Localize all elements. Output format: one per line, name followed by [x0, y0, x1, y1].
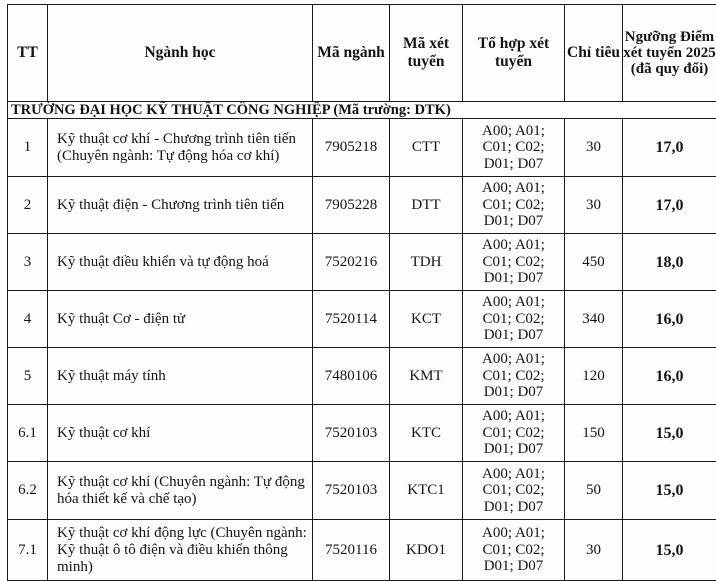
school-section-row	[8, 102, 716, 119]
cell-threshold-score: 17,0	[623, 177, 716, 234]
cell-subject-combo	[463, 119, 565, 177]
cell-major: Kỹ thuật điều khiển và tự động hoá	[48, 234, 313, 291]
cell-major: Kỹ thuật cơ khí - Chương trình tiên tiến (Chuyên ngành: Tự động hóa cơ khí)	[48, 119, 313, 177]
cell-subject-combo	[463, 405, 565, 462]
cell-admission-code: CTT	[390, 119, 463, 177]
cell-quota: 340	[565, 291, 623, 348]
cell-tt: 6.2	[8, 462, 48, 520]
cell-admission-code: KDO1	[390, 520, 463, 581]
cell-tt: 1	[8, 119, 48, 177]
combo-line: A00; A01;	[463, 466, 564, 483]
header-admission-code: Mã xét tuyển	[390, 5, 463, 102]
cell-major-code: 7520216	[313, 234, 390, 291]
cell-major-code: 7480106	[313, 348, 390, 405]
cell-subject-combo	[463, 520, 565, 581]
cell-subject-combo	[463, 462, 565, 520]
combo-line: C01; C02;	[463, 311, 564, 328]
combo-line: C01; C02;	[463, 425, 564, 442]
header-subject-combo: Tổ hợp xét tuyển	[463, 5, 565, 102]
cell-tt: 3	[8, 234, 48, 291]
combo-line: C01; C02;	[463, 482, 564, 499]
combo-line: A00; A01;	[463, 123, 564, 140]
cell-major: Kỹ thuật máy tính	[48, 348, 313, 405]
cell-admission-code: KTC1	[390, 462, 463, 520]
combo-line: A00; A01;	[463, 525, 564, 542]
cell-tt: 4	[8, 291, 48, 348]
cropped-text-fragment	[0, 0, 260, 3]
cell-admission-code: KCT	[390, 291, 463, 348]
combo-line: A00; A01;	[463, 237, 564, 254]
combo-line: D01; D07	[463, 558, 564, 575]
table-row	[8, 177, 716, 234]
cell-tt: 5	[8, 348, 48, 405]
cell-quota: 50	[565, 462, 623, 520]
cell-quota: 150	[565, 405, 623, 462]
cell-major: Kỹ thuật Cơ - điện tử	[48, 291, 313, 348]
cell-threshold-score: 15,0	[623, 405, 716, 462]
combo-line: C01; C02;	[463, 197, 564, 214]
cell-quota: 30	[565, 520, 623, 581]
cell-subject-combo	[463, 348, 565, 405]
combo-line: D01; D07	[463, 156, 564, 173]
cell-subject-combo	[463, 177, 565, 234]
cell-admission-code: KMT	[390, 348, 463, 405]
cell-threshold-score: 18,0	[623, 234, 716, 291]
cell-admission-code: KTC	[390, 405, 463, 462]
cell-threshold-score: 16,0	[623, 348, 716, 405]
table-row	[8, 291, 716, 348]
combo-line: C01; C02;	[463, 254, 564, 271]
cell-threshold-score: 16,0	[623, 291, 716, 348]
cell-tt: 7.1	[8, 520, 48, 581]
cell-threshold-score: 15,0	[623, 520, 716, 581]
header-tt: TT	[8, 5, 48, 102]
combo-line: D01; D07	[463, 499, 564, 516]
cell-tt: 6.1	[8, 405, 48, 462]
table-row	[8, 234, 716, 291]
cell-major-code: 7905228	[313, 177, 390, 234]
school-title: TRƯỜNG ĐẠI HỌC KỸ THUẬT CÔNG NGHIỆP (Mã trường: DTK)	[8, 102, 716, 119]
cell-subject-combo	[463, 291, 565, 348]
combo-line: C01; C02;	[463, 542, 564, 559]
cell-major-code: 7520114	[313, 291, 390, 348]
header-threshold: Ngưỡng Điểm xét tuyển 2025 (đã quy đổi)	[623, 5, 716, 102]
cell-major-code: 7520116	[313, 520, 390, 581]
cell-threshold-score: 17,0	[623, 119, 716, 177]
cell-major: Kỹ thuật cơ khí động lực (Chuyên ngành: Kỹ thuật ô tô điện và điều khiển thông minh)	[48, 520, 313, 581]
cell-quota: 30	[565, 119, 623, 177]
combo-line: A00; A01;	[463, 408, 564, 425]
combo-line: C01; C02;	[463, 139, 564, 156]
table-row	[8, 462, 716, 520]
admission-threshold-table	[7, 4, 716, 581]
header-row	[8, 5, 716, 102]
cell-admission-code: TDH	[390, 234, 463, 291]
cell-quota: 120	[565, 348, 623, 405]
combo-line: D01; D07	[463, 441, 564, 458]
cell-tt: 2	[8, 177, 48, 234]
cell-subject-combo	[463, 234, 565, 291]
header-quota: Chỉ tiêu	[565, 5, 623, 102]
header-major: Ngành học	[48, 5, 313, 102]
cell-major-code: 7520103	[313, 405, 390, 462]
combo-line: C01; C02;	[463, 368, 564, 385]
cell-major-code: 7520103	[313, 462, 390, 520]
table-row	[8, 405, 716, 462]
combo-line: A00; A01;	[463, 294, 564, 311]
cell-major: Kỹ thuật cơ khí	[48, 405, 313, 462]
cell-quota: 30	[565, 177, 623, 234]
header-major-code: Mã ngành	[313, 5, 390, 102]
table-row	[8, 348, 716, 405]
table-row	[8, 520, 716, 581]
cell-threshold-score: 15,0	[623, 462, 716, 520]
cell-major: Kỹ thuật cơ khí (Chuyên ngành: Tự động hóa thiết kế và chế tạo)	[48, 462, 313, 520]
combo-line: D01; D07	[463, 384, 564, 401]
combo-line: A00; A01;	[463, 351, 564, 368]
cell-major: Kỹ thuật điện - Chương trình tiên tiến	[48, 177, 313, 234]
combo-line: D01; D07	[463, 213, 564, 230]
combo-line: A00; A01;	[463, 180, 564, 197]
combo-line: D01; D07	[463, 327, 564, 344]
table-row	[8, 119, 716, 177]
cell-admission-code: DTT	[390, 177, 463, 234]
cell-major-code: 7905218	[313, 119, 390, 177]
combo-line: D01; D07	[463, 270, 564, 287]
cell-quota: 450	[565, 234, 623, 291]
